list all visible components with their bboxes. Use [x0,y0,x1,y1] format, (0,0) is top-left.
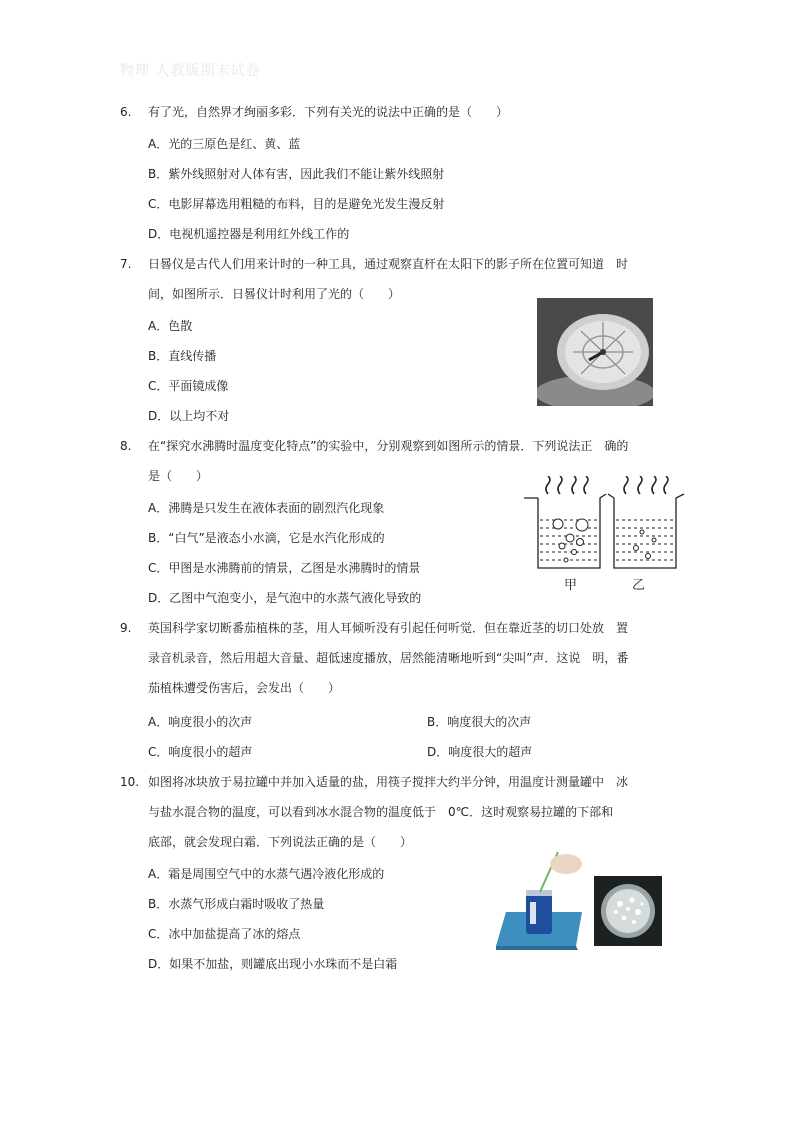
boiling-beakers-figure [524,476,688,594]
question-9-number: 9. [120,621,132,635]
question-10-stem-line1: 如图将冰块放于易拉罐中并加入适量的盐，用筷子搅拌大约半分钟，用温度计测量罐中 冰 [148,775,629,789]
question-8-option-d: D．乙图中气泡变小，是气泡中的水蒸气液化导致的 [148,591,422,605]
question-7-stem-line2: 间，如图所示．日晷仪计时利用了光的（ ） [148,287,401,301]
can-stirring-photo [496,850,586,950]
question-9-option-d: D．响度很大的超声 [427,745,533,759]
question-6-stem: 有了光，自然界才绚丽多彩．下列有关光的说法中正确的是（ ） [148,105,509,119]
question-10-stem-line3: 底部，就会发现白霜．下列说法正确的是（ ） [148,835,413,849]
question-7-option-a: A．色散 [148,319,193,333]
question-9-stem-line2: 录音机录音，然后用超大音量、超低速度播放，居然能清晰地听到“尖叫”声．这说 明，番 [148,651,629,665]
question-8-option-a: A．沸腾是只发生在液体表面的剧烈汽化现象 [148,501,385,515]
figure-label-yi: 乙 [632,578,646,593]
question-7-option-b: B．直线传播 [148,349,217,363]
question-8-stem-line2: 是（ ） [148,469,209,483]
question-7-option-d: D．以上均不对 [148,409,230,423]
sundial-photo [537,298,653,406]
question-8-option-c: C．甲图是水沸腾前的情景，乙图是水沸腾时的情景 [148,561,421,575]
question-9-option-a: A．响度很小的次声 [148,715,253,729]
question-10-number: 10. [120,775,140,789]
question-10-option-a: A．霜是周围空气中的水蒸气遇冷液化形成的 [148,867,385,881]
question-9-option-b: B．响度很大的次声 [427,715,532,729]
question-10-stem-line2: 与盐水混合物的温度，可以看到冰水混合物的温度低于 0℃．这时观察易拉罐的下部和 [148,805,614,819]
question-7-number: 7. [120,257,132,271]
question-9-stem-line3: 茄植株遭受伤害后，会发出（ ） [148,681,341,695]
question-8-number: 8. [120,439,132,453]
question-6-option-b: B．紫外线照射对人体有害，因此我们不能让紫外线照射 [148,167,445,181]
faint-header: 物理 人教版期末试卷 [120,63,261,79]
question-6-number: 6. [120,105,132,119]
question-10-option-c: C．冰中加盐提高了冰的熔点 [148,927,301,941]
question-10-option-b: B．水蒸气形成白霜时吸收了热量 [148,897,325,911]
question-8-stem-line1: 在“探究水沸腾时温度变化特点”的实验中，分别观察到如图所示的情景．下列说法正 确的 [148,439,629,453]
question-7-option-c: C．平面镜成像 [148,379,229,393]
question-9-stem-line1: 英国科学家切断番茄植株的茎，用人耳倾听没有引起任何听觉．但在靠近茎的切口处放 置 [148,621,629,635]
question-10-option-d: D．如果不加盐，则罐底出现小水珠而不是白霜 [148,957,398,971]
frosted-can-bottom-photo [594,876,662,946]
question-8-option-b: B．“白气”是液态小水滴，它是水汽化形成的 [148,531,385,545]
question-9-option-c: C．响度很小的超声 [148,745,253,759]
figure-label-jia: 甲 [564,578,578,593]
question-6-option-c: C．电影屏幕选用粗糙的布料，目的是避免光发生漫反射 [148,197,445,211]
question-6-option-a: A．光的三原色是红、黄、蓝 [148,137,301,151]
question-7-stem-line1: 日晷仪是古代人们用来计时的一种工具，通过观察直杆在太阳下的影子所在位置可知道 时 [148,257,629,271]
question-6-option-d: D．电视机遥控器是利用红外线工作的 [148,227,350,241]
